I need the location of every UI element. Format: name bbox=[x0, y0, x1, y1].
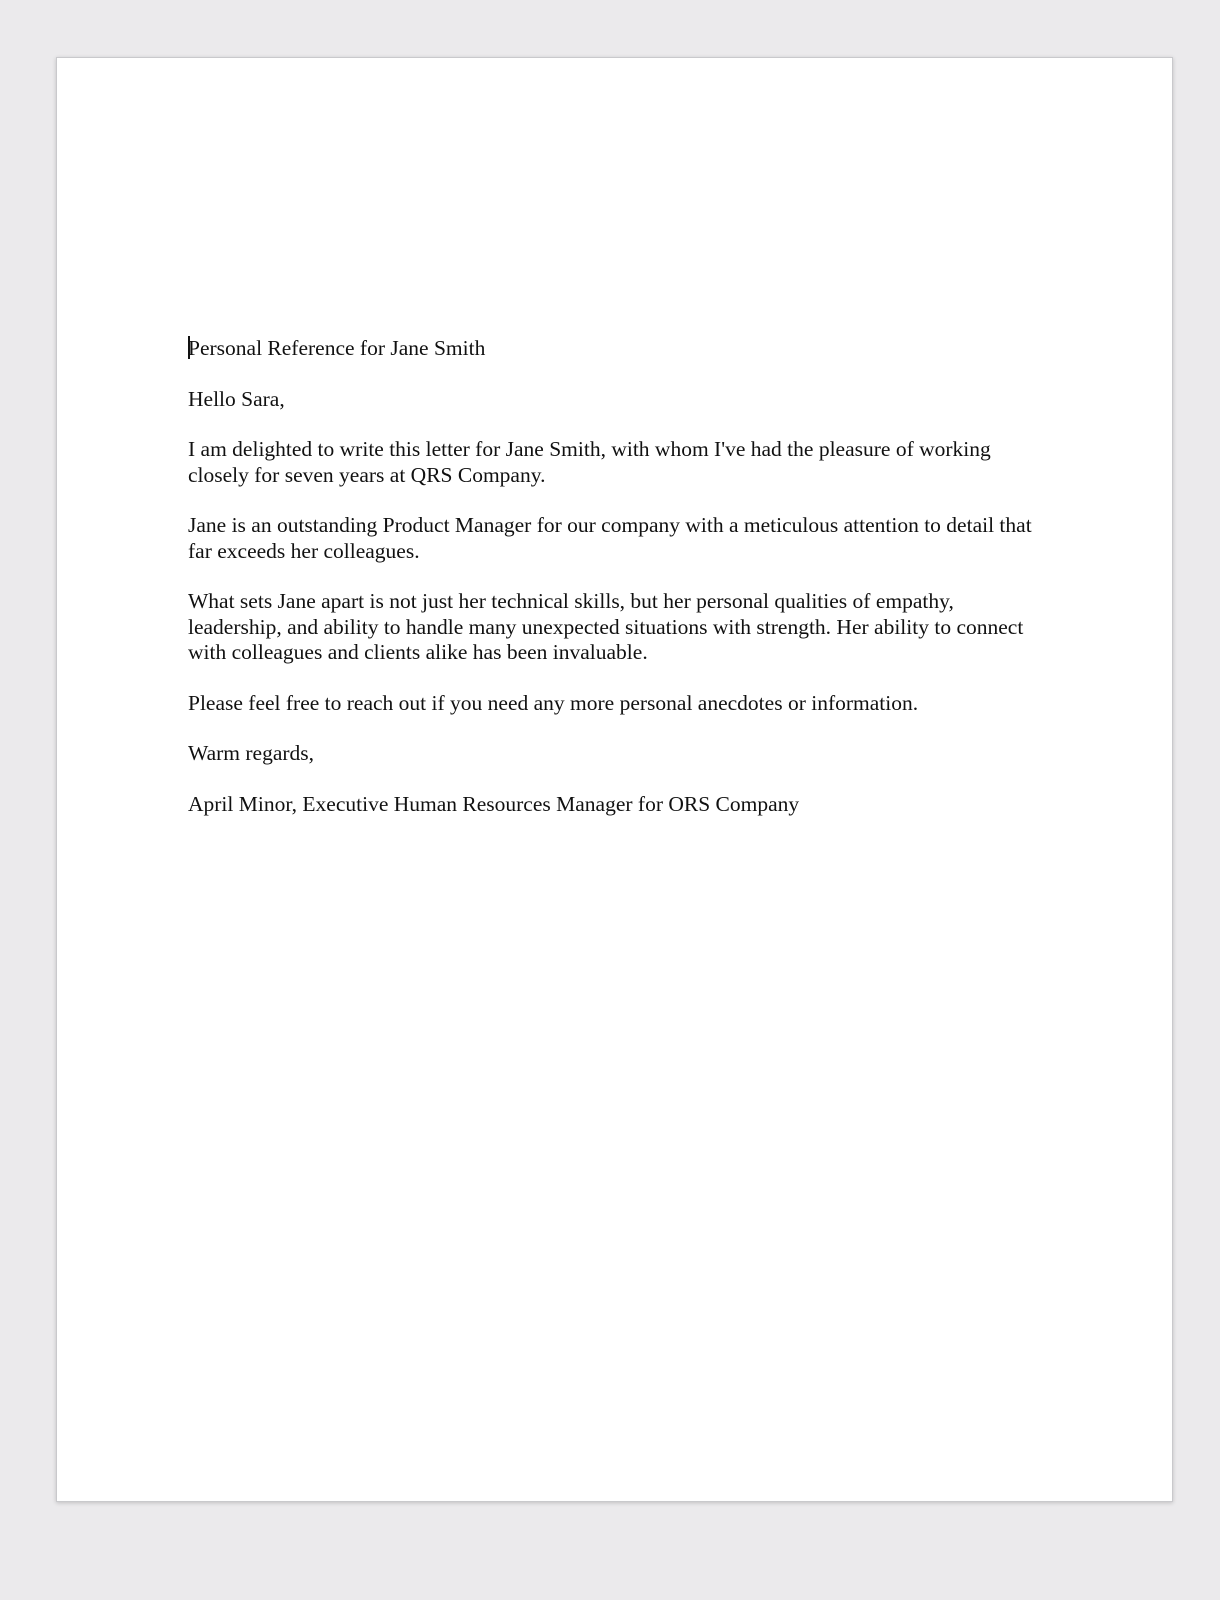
paragraph-role: Jane is an outstanding Product Manager for our company with a meticulous attention to detail that far exceeds her colleagues. bbox=[188, 513, 1032, 563]
greeting: Hello Sara, bbox=[188, 386, 285, 411]
signature: April Minor, Executive Human Resources Manager for ORS Company bbox=[188, 791, 800, 816]
document-body[interactable] bbox=[188, 336, 1048, 842]
document-page[interactable] bbox=[56, 57, 1173, 1502]
paragraph-contact: Please feel free to reach out if you need any more personal anecdotes or information. bbox=[188, 690, 919, 715]
paragraph-intro: I am delighted to write this letter for Jane Smith, with whom I've had the pleasure of working closely for seven years at QRS Company. bbox=[188, 437, 991, 487]
document-title: Personal Reference for Jane Smith bbox=[188, 336, 486, 360]
paragraph-qualities: What sets Jane apart is not just her technical skills, but her personal qualities of empathy, leadership, and ability to handle many unexpected situations with strength. Her ability to connect with colleagues and clients alike has been invaluable. bbox=[188, 589, 1024, 664]
closing: Warm regards, bbox=[188, 741, 315, 765]
document-title-line bbox=[188, 336, 1048, 362]
